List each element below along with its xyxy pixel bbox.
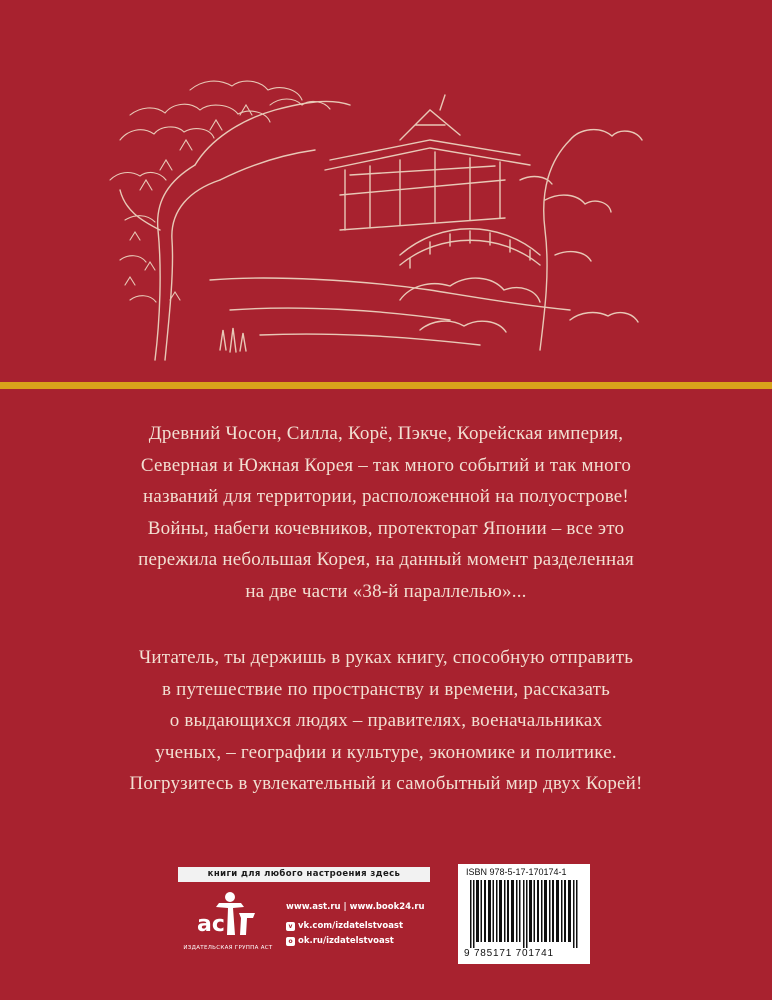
korean-garden-pavilion-illustration (100, 70, 660, 370)
text-line: Погрузитесь в увлекательный и самобытный мир двух Корей! (129, 773, 643, 794)
ok-link[interactable] (286, 935, 436, 947)
ok-icon: o (286, 937, 295, 946)
description-paragraph-2 (60, 642, 712, 800)
publisher-links (286, 901, 436, 947)
text-line: в путешествие по пространству и времени, рассказать (161, 678, 611, 700)
text-line: на две части «38-й параллелью»... (245, 580, 527, 602)
text-line: о выдающихся людях – правителях, военачальниках (169, 710, 603, 731)
gold-divider-line (0, 382, 772, 389)
isbn-label: ISBN 978-5-17-170174-1 (466, 867, 567, 877)
barcode-digits: 9 785171 701741 (464, 948, 554, 959)
website-links[interactable]: www.ast.ru | www.book24.ru (286, 902, 425, 912)
text-line: названий для территории, расположенной на полуострове! (143, 486, 629, 507)
text-line: Северная и Южная Корея – так много событий и так много (140, 454, 632, 476)
vk-link-text: vk.com/izdatelstvoast (298, 921, 404, 931)
text-line: Войны, набеги кочевников, протекторат Японии – все это (147, 517, 625, 539)
text-line: пережила небольшая Корея, на данный момент разделенная (138, 549, 634, 570)
vk-link[interactable] (286, 920, 436, 932)
ok-link-text: ok.ru/izdatelstvoast (298, 936, 394, 946)
description-paragraph-1 (60, 418, 712, 607)
text-line: Древний Чосон, Силла, Корё, Пэкче, Корейская империя, (148, 423, 624, 444)
text-line: Читатель, ты держишь в руках книгу, способную отправить (138, 647, 634, 668)
vk-icon: v (286, 922, 295, 931)
svg-text:ac: ac (197, 912, 225, 937)
publisher-name: ИЗДАТЕЛЬСКАЯ ГРУППА АСТ (183, 945, 273, 951)
text-line: ученых, – географии и культуре, экономике и политике. (155, 741, 617, 763)
barcode (470, 880, 580, 948)
publisher-slogan-banner: книги для любого настроения здесь (178, 867, 430, 882)
isbn-barcode-box (458, 864, 590, 964)
